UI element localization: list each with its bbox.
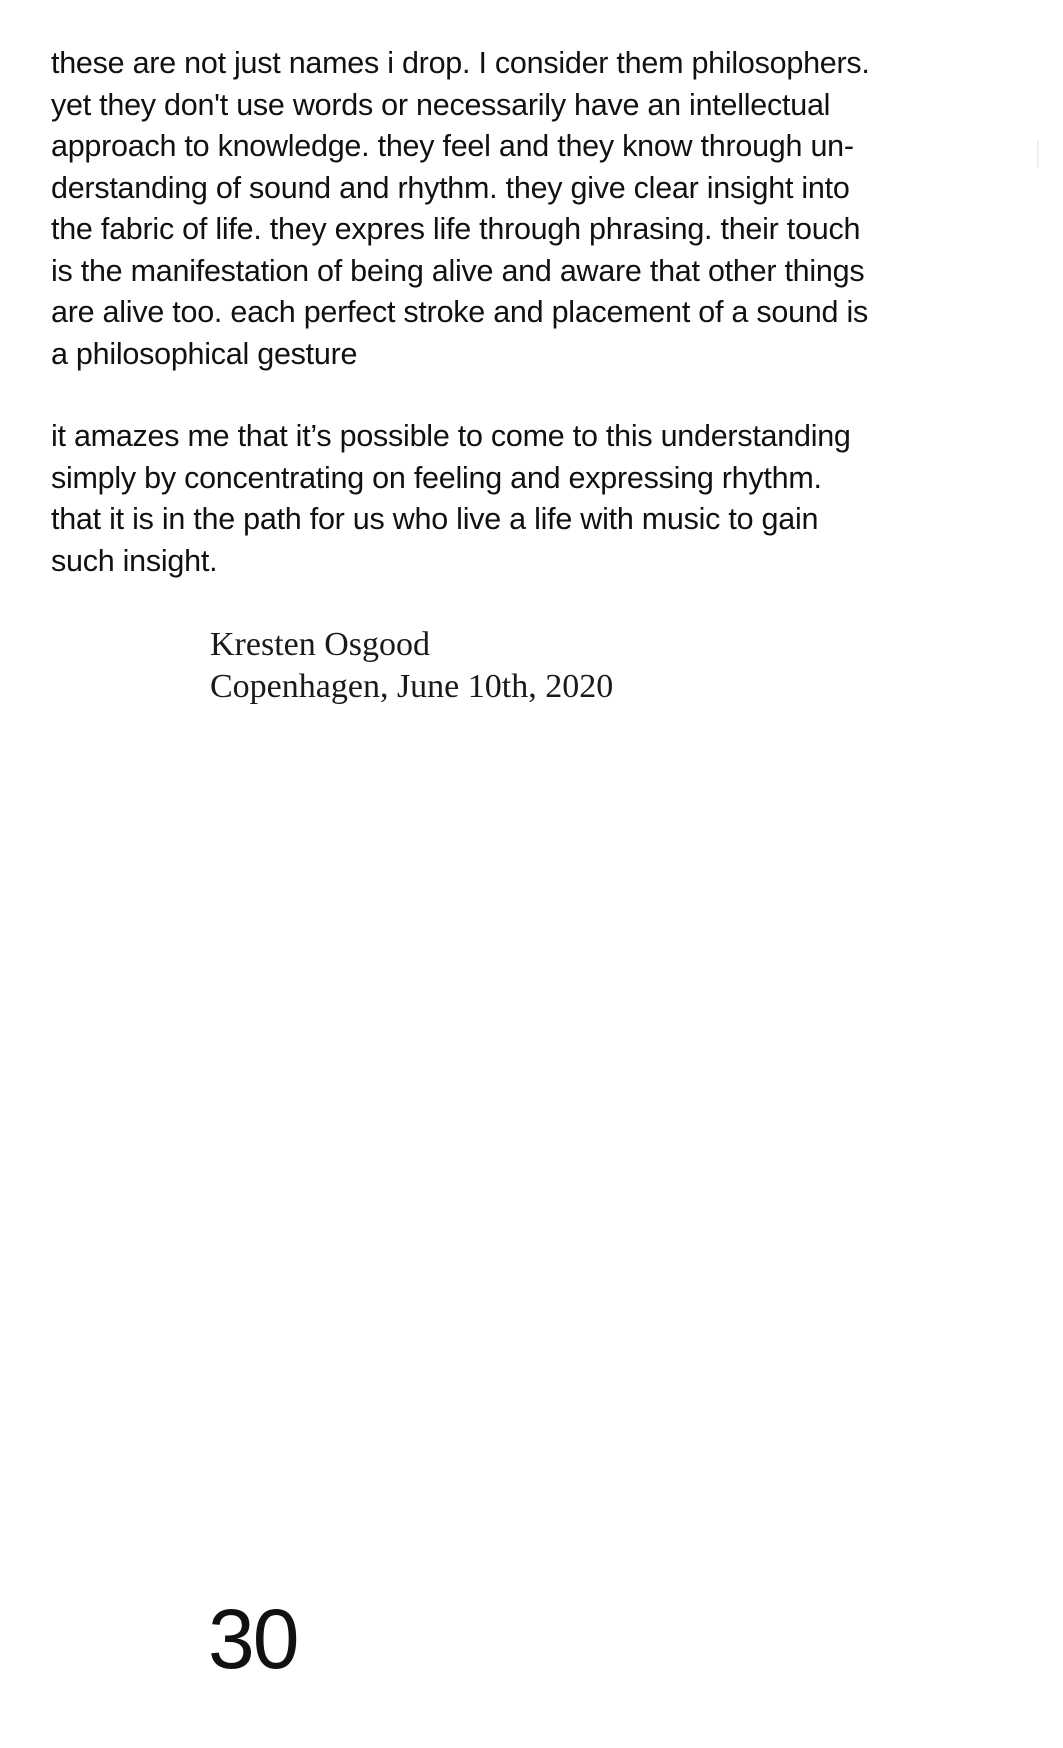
body-paragraph [51, 43, 1011, 375]
text-line: that it is in the path for us who live a life with music to gain [51, 502, 819, 536]
text-line: such insight. [51, 543, 218, 578]
text-line: are alive too. each perfect stroke and placement of a sound is [51, 295, 868, 329]
text-line: approach to knowledge. they feel and they know through un- [51, 129, 854, 163]
text-line: simply by concentrating on feeling and expressing rhythm. [51, 460, 822, 495]
text-line: a philosophical gesture [51, 336, 358, 371]
text-line: is the manifestation of being alive and aware that other things [51, 253, 865, 288]
place-and-date: Copenhagen, June 10th, 2020 [210, 668, 614, 705]
text-line: it amazes me that it’s possible to come to this understanding [51, 419, 851, 453]
text-line: the fabric of life. they expres life through phrasing. their touch [51, 212, 861, 246]
page-edge-mark [1037, 140, 1039, 168]
text-line: these are not just names i drop. I consider them philosophers. [51, 46, 870, 80]
page-number: 30 [208, 1592, 298, 1686]
body-paragraph [51, 416, 1011, 582]
text-line: yet they don't use words or necessarily have an intellectual [51, 87, 831, 122]
author-name: Kresten Osgood [210, 626, 431, 663]
text-line: derstanding of sound and rhythm. they give clear insight into [51, 170, 850, 205]
signature-block [210, 624, 613, 708]
